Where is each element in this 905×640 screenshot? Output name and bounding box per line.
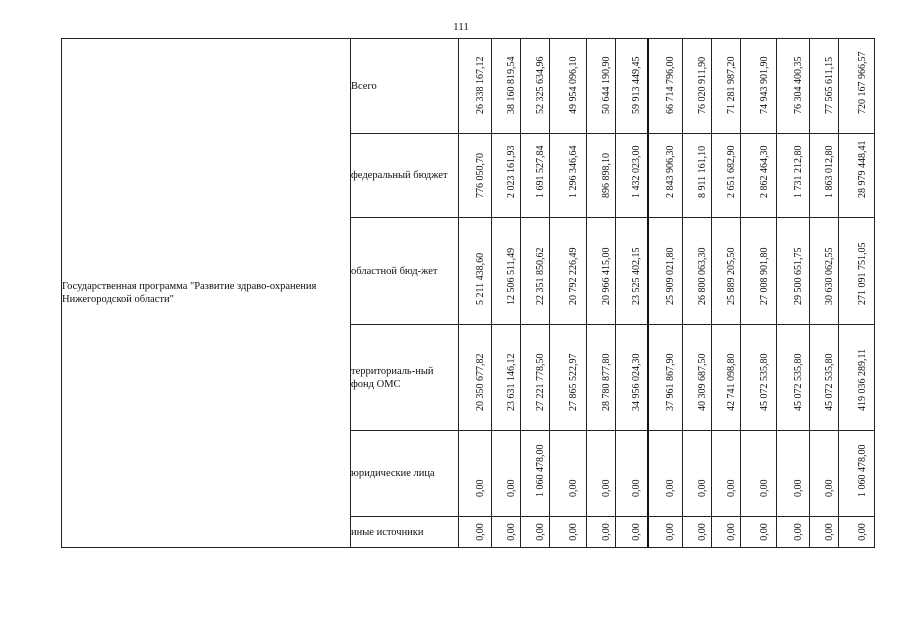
value-cell <box>587 134 616 218</box>
value-text: 76 020 911,90 <box>697 56 708 114</box>
value-text: 720 167 966,57 <box>856 51 868 114</box>
value-text: 8 911 161,10 <box>697 145 708 198</box>
value-text: 45 072 535,80 <box>758 353 770 411</box>
value-text: 42 741 098,80 <box>726 353 737 411</box>
value-text: 1 060 478,00 <box>535 444 546 497</box>
value-text: 0,00 <box>631 523 643 541</box>
value-cell <box>616 517 648 548</box>
value-cell <box>648 134 683 218</box>
value-cell <box>492 431 521 517</box>
value-cell <box>587 517 616 548</box>
value-text: 2 651 682,90 <box>726 145 737 198</box>
value-text: 26 338 167,12 <box>475 56 486 114</box>
value-text: 22 351 850,62 <box>535 247 546 305</box>
value-cell <box>683 431 712 517</box>
value-text: 0,00 <box>475 479 486 497</box>
value-cell <box>550 517 587 548</box>
value-text: 271 091 751,05 <box>856 242 868 305</box>
value-cell <box>521 39 550 134</box>
value-cell <box>521 325 550 431</box>
value-cell <box>648 39 683 134</box>
value-text: 40 309 687,50 <box>697 353 708 411</box>
funding-source-cell <box>351 431 459 517</box>
value-cell <box>741 218 777 325</box>
funding-source-label: юридические лица <box>351 468 435 479</box>
value-cell <box>712 39 741 134</box>
value-cell <box>839 39 875 134</box>
value-text: 27 865 522,97 <box>568 353 579 411</box>
value-cell <box>777 431 810 517</box>
value-cell <box>810 39 839 134</box>
value-text: 0,00 <box>697 479 708 497</box>
value-cell <box>587 218 616 325</box>
value-text: 45 072 535,80 <box>824 353 835 411</box>
value-cell <box>459 218 492 325</box>
value-text: 20 792 226,49 <box>568 247 579 305</box>
value-text: 0,00 <box>856 523 868 541</box>
table-row <box>62 39 875 134</box>
value-text: 76 304 400,35 <box>793 56 804 114</box>
program-name: Государственная программа "Развитие здраво-охранения Нижегородской области" <box>62 281 317 305</box>
value-cell <box>683 218 712 325</box>
value-text: 0,00 <box>568 479 579 497</box>
value-cell <box>683 134 712 218</box>
value-cell <box>810 325 839 431</box>
value-text: 66 714 796,00 <box>665 56 677 114</box>
value-text: 2 023 161,93 <box>506 145 517 198</box>
value-cell <box>459 325 492 431</box>
value-text: 23 631 146,12 <box>506 353 517 411</box>
value-cell <box>683 517 712 548</box>
value-text: 12 506 511,49 <box>506 247 517 305</box>
value-text: 896 898,10 <box>601 153 612 198</box>
value-cell <box>810 218 839 325</box>
value-text: 0,00 <box>535 523 546 541</box>
value-cell <box>492 517 521 548</box>
value-cell <box>616 218 648 325</box>
value-cell <box>712 325 741 431</box>
value-text: 0,00 <box>758 523 770 541</box>
funding-source-cell <box>351 218 459 325</box>
value-cell <box>777 39 810 134</box>
value-text: 23 525 402,15 <box>631 247 643 305</box>
value-text: 30 630 062,55 <box>824 247 835 305</box>
value-cell <box>550 134 587 218</box>
value-text: 26 800 063,30 <box>697 247 708 305</box>
value-text: 71 281 987,20 <box>726 56 737 114</box>
value-cell <box>712 218 741 325</box>
value-cell <box>616 431 648 517</box>
funding-source-cell <box>351 325 459 431</box>
value-cell <box>839 431 875 517</box>
value-text: 1 296 346,64 <box>568 145 579 198</box>
value-cell <box>839 218 875 325</box>
value-cell <box>648 218 683 325</box>
program-name-cell <box>62 39 351 548</box>
value-text: 2 843 906,30 <box>665 145 677 198</box>
value-text: 0,00 <box>665 479 677 497</box>
value-text: 28 780 877,80 <box>601 353 612 411</box>
value-cell <box>492 325 521 431</box>
value-text: 59 913 449,45 <box>631 56 643 114</box>
value-text: 77 565 611,15 <box>824 56 835 114</box>
page-number: 111 <box>453 21 469 33</box>
value-cell <box>712 517 741 548</box>
value-cell <box>683 39 712 134</box>
budget-table <box>61 38 875 548</box>
value-cell <box>616 134 648 218</box>
value-cell <box>587 325 616 431</box>
value-text: 0,00 <box>631 479 643 497</box>
value-text: 50 644 190,90 <box>601 56 612 114</box>
value-cell <box>777 218 810 325</box>
funding-source-cell <box>351 517 459 548</box>
value-cell <box>587 39 616 134</box>
value-cell <box>810 431 839 517</box>
value-cell <box>683 325 712 431</box>
value-text: 74 943 901,90 <box>758 56 770 114</box>
funding-source-cell <box>351 39 459 134</box>
value-cell <box>839 517 875 548</box>
value-cell <box>521 517 550 548</box>
value-text: 776 050,70 <box>475 153 486 198</box>
value-cell <box>712 431 741 517</box>
value-text: 25 889 205,50 <box>726 247 737 305</box>
value-cell <box>839 134 875 218</box>
value-text: 1 863 012,80 <box>824 145 835 198</box>
value-text: 0,00 <box>697 523 708 541</box>
value-text: 0,00 <box>475 523 486 541</box>
value-text: 28 979 448,41 <box>856 140 868 198</box>
value-cell <box>741 517 777 548</box>
funding-source-label: областной бюд-жет <box>351 265 438 277</box>
value-text: 20 966 415,00 <box>601 247 612 305</box>
value-text: 0,00 <box>665 523 677 541</box>
value-cell <box>810 517 839 548</box>
value-cell <box>648 325 683 431</box>
value-cell <box>459 39 492 134</box>
value-text: 0,00 <box>824 479 835 497</box>
value-cell <box>616 325 648 431</box>
value-cell <box>459 431 492 517</box>
value-cell <box>550 325 587 431</box>
value-cell <box>741 134 777 218</box>
value-text: 0,00 <box>568 523 579 541</box>
value-cell <box>741 431 777 517</box>
value-cell <box>521 218 550 325</box>
value-cell <box>712 134 741 218</box>
value-text: 419 036 289,11 <box>856 348 868 411</box>
value-text: 37 961 867,90 <box>665 353 677 411</box>
value-cell <box>550 39 587 134</box>
value-cell <box>492 134 521 218</box>
value-cell <box>550 431 587 517</box>
funding-source-label: территориаль-ный фонд ОМС <box>351 365 434 390</box>
value-text: 0,00 <box>506 523 517 541</box>
value-text: 5 211 438,60 <box>475 252 486 305</box>
value-cell <box>741 325 777 431</box>
value-cell <box>648 431 683 517</box>
value-text: 49 954 096,10 <box>568 56 579 114</box>
value-cell <box>839 325 875 431</box>
value-text: 0,00 <box>601 523 612 541</box>
value-text: 38 160 819,54 <box>506 56 517 114</box>
value-text: 0,00 <box>506 479 517 497</box>
value-cell <box>810 134 839 218</box>
value-text: 34 956 024,30 <box>631 353 643 411</box>
value-text: 52 325 634,96 <box>535 56 546 114</box>
value-text: 0,00 <box>824 523 835 541</box>
value-text: 29 500 651,75 <box>793 247 804 305</box>
value-cell <box>616 39 648 134</box>
funding-source-label: федеральный бюджет <box>351 170 448 181</box>
value-text: 0,00 <box>793 479 804 497</box>
value-cell <box>459 134 492 218</box>
value-cell <box>459 517 492 548</box>
value-text: 45 072 535,80 <box>793 353 804 411</box>
value-cell <box>492 39 521 134</box>
value-cell <box>492 218 521 325</box>
value-cell <box>777 517 810 548</box>
value-cell <box>550 218 587 325</box>
value-text: 2 862 464,30 <box>758 145 770 198</box>
value-cell <box>587 431 616 517</box>
value-text: 25 909 021,80 <box>665 247 677 305</box>
value-text: 0,00 <box>726 479 737 497</box>
value-text: 1 691 527,84 <box>535 145 546 198</box>
value-cell <box>777 134 810 218</box>
value-text: 20 350 677,82 <box>475 353 486 411</box>
value-text: 0,00 <box>758 479 770 497</box>
value-text: 0,00 <box>601 479 612 497</box>
value-text: 1 060 478,00 <box>856 444 868 497</box>
value-cell <box>777 325 810 431</box>
value-cell <box>648 517 683 548</box>
value-cell <box>741 39 777 134</box>
value-text: 0,00 <box>793 523 804 541</box>
funding-source-cell <box>351 134 459 218</box>
value-cell <box>521 431 550 517</box>
value-text: 27 008 901,80 <box>758 247 770 305</box>
value-text: 0,00 <box>726 523 737 541</box>
funding-source-label: иные источники <box>351 526 424 538</box>
value-text: 27 221 778,50 <box>535 353 546 411</box>
value-text: 1 731 212,80 <box>793 145 804 198</box>
value-cell <box>521 134 550 218</box>
funding-source-label: Всего <box>351 80 377 92</box>
value-text: 1 432 023,00 <box>631 145 643 198</box>
